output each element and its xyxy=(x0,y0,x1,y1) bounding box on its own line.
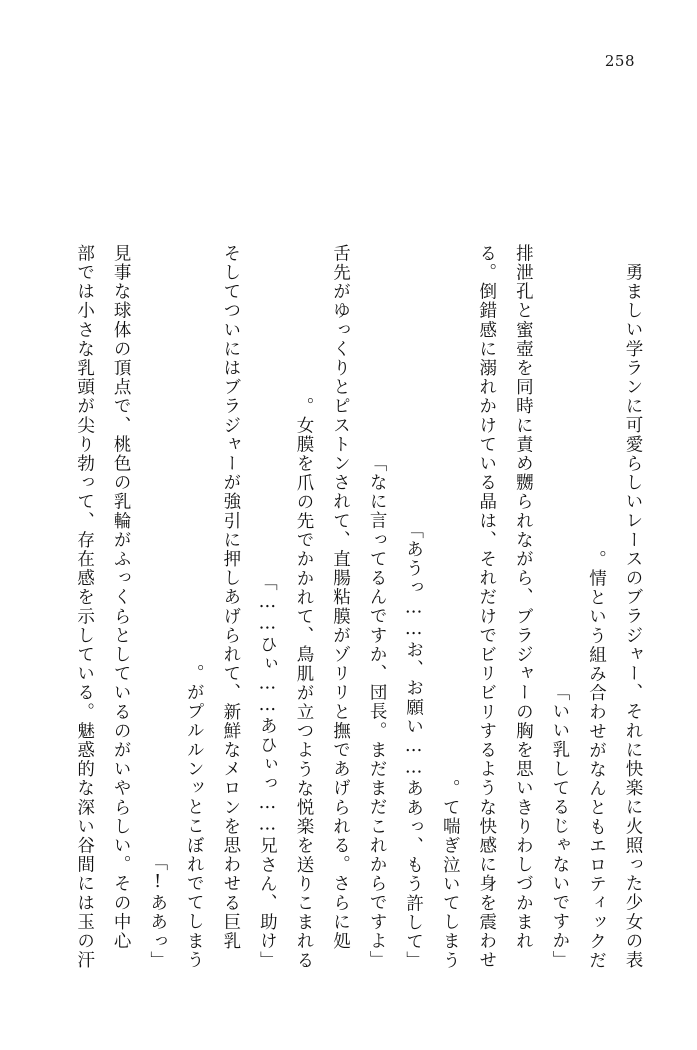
text-column: そしてついにはブラジャーが強引に押しあげられて、新鮮なメロンを思わせる巨乳 xyxy=(220,244,241,970)
text-column: 部では小さな乳頭が尖り勃って、存在感を示している。魅惑的な深い谷間には玉の汗 xyxy=(74,244,95,970)
text-column: る。倒錯感に溺れかけている晶は、それだけでビリビリするような快感に身を震わせ xyxy=(476,244,497,970)
text-column: て喘ぎ泣いてしまう。 xyxy=(440,778,461,970)
text-column: 「ああっ!」 xyxy=(147,852,168,970)
text-column: がプルルンッとこぼれでてしまう。 xyxy=(184,664,205,970)
text-column: 情という組み合わせがなんともエロティックだ。 xyxy=(586,549,607,970)
text-column: 「なに言ってるんですか、団長。まだまだこれからですよ」 xyxy=(367,454,388,970)
text-column: 「ひぃ……あひぃっ……兄さん、助け……」 xyxy=(257,572,278,970)
text-column: 女膜を爪の先でかかれて、鳥肌が立つような悦楽を送りこまれる。 xyxy=(293,396,314,970)
text-column: 見事な球体の頂点で、桃色の乳輪がふっくらとしているのがいやらしい。その中心 xyxy=(111,244,132,970)
text-column: 「いい乳してるじゃないですか」 xyxy=(549,683,570,970)
text-column: 勇ましい学ランに可愛らしいレースのブラジャー、それに快楽に火照った少女の表 xyxy=(623,263,643,970)
page-number: 258 xyxy=(604,52,635,70)
text-column: 舌先がゆっくりとピストンされて、直腸粘膜がゾリリと撫であげられる。さらに処 xyxy=(330,244,351,970)
text-column: 「あうっ……お、お願い……ああっ、もう許して」 xyxy=(403,520,424,970)
vertical-text-block xyxy=(56,100,641,970)
text-column: 排泄孔と蜜壺を同時に責め嬲られながら、ブラジャーの胸を思いきりわしづかまれ xyxy=(513,244,534,970)
